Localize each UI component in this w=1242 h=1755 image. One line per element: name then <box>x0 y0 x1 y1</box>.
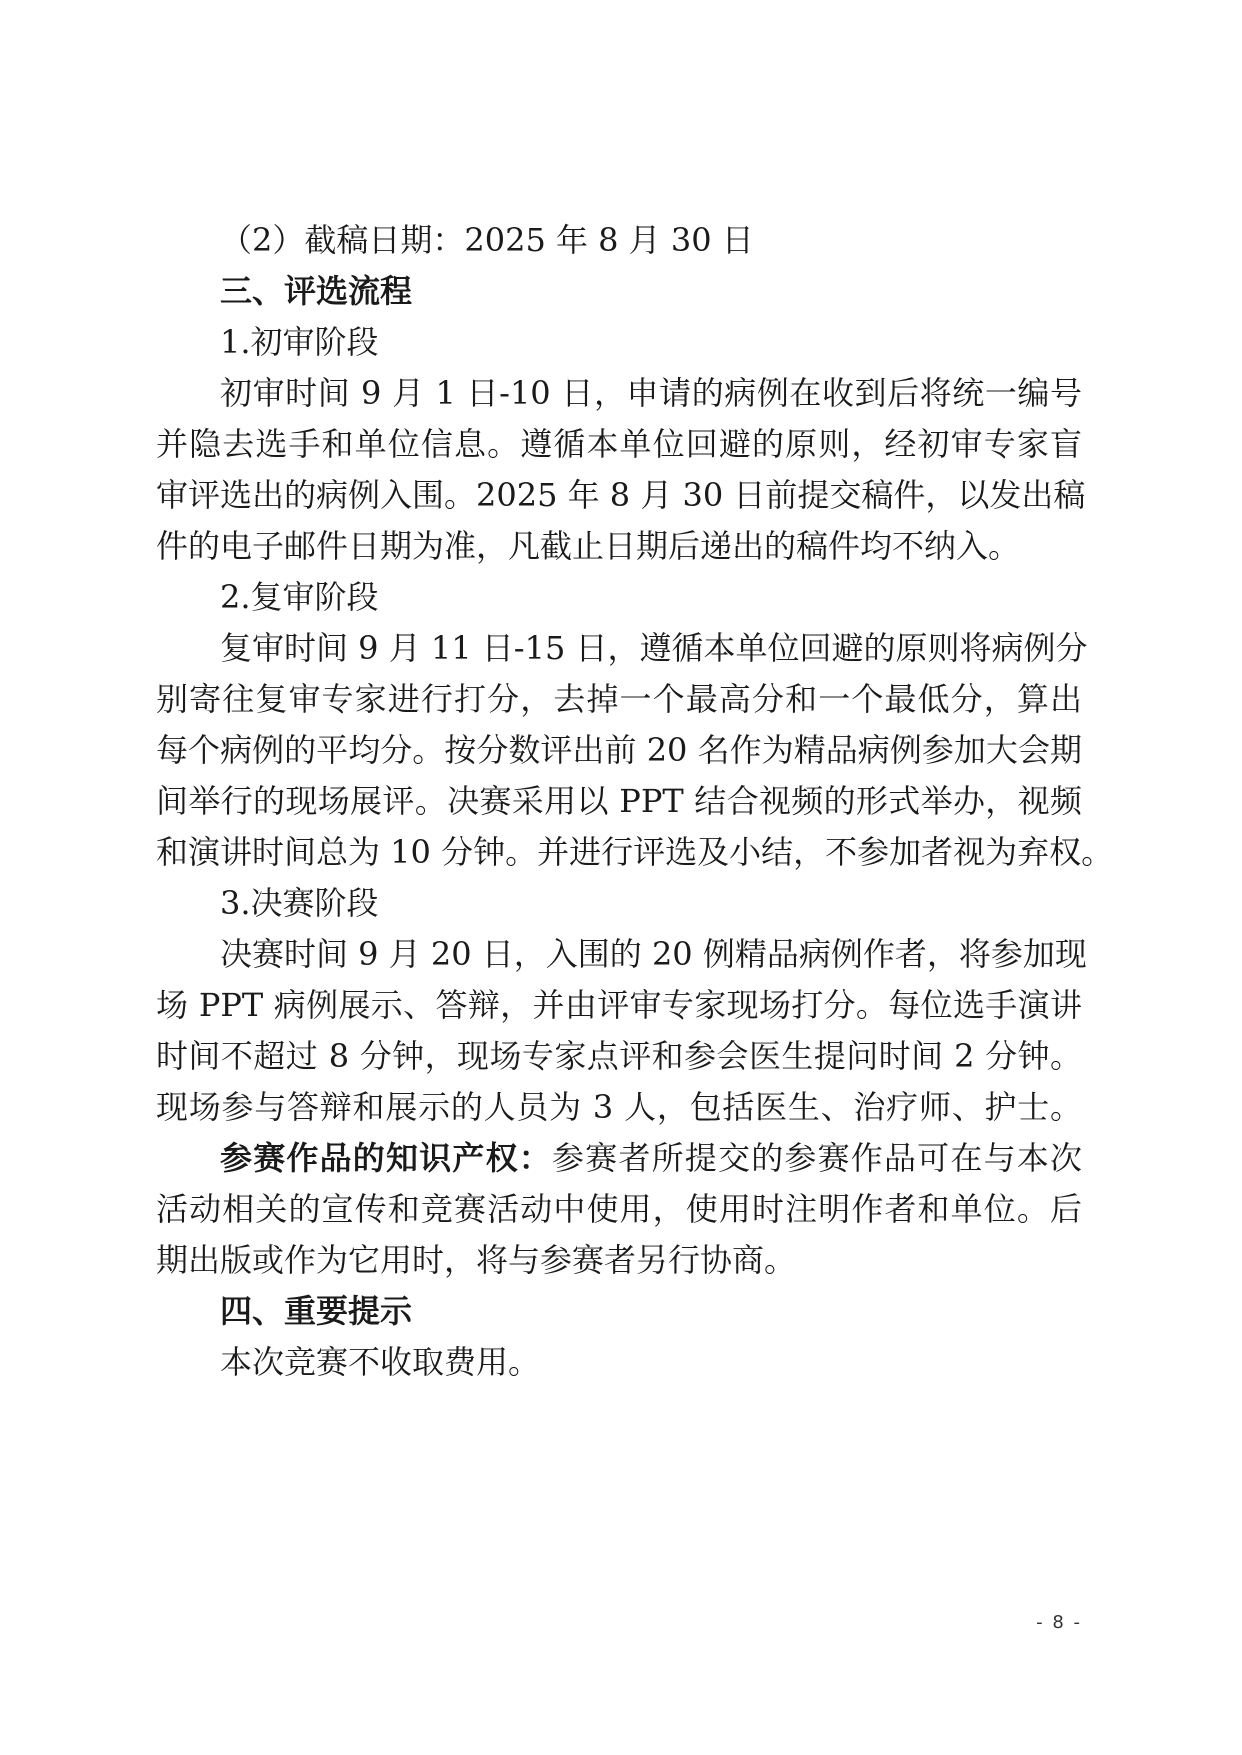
ip-paragraph-first-line <box>156 1133 1082 1184</box>
paragraph-line: 决赛时间 9 月 20 日，入围的 20 例精品病例作者，将参加现 <box>220 935 1087 973</box>
notes-text: 本次竞赛不收取费用。 <box>220 1343 541 1381</box>
ip-text: 参赛者所提交的参赛作品可在与本次 <box>552 1139 1082 1177</box>
paragraph-line: 时间不超过 8 分钟，现场专家点评和参会医生提问时间 2 分钟。 <box>156 1037 1082 1075</box>
paragraph-line: 场 PPT 病例展示、答辩，并由评审专家现场打分。每位选手演讲 <box>156 986 1082 1024</box>
paragraph-line: 别寄往复审专家进行打分，去掉一个最高分和一个最低分，算出 <box>156 680 1082 718</box>
stage-title-review: 2.复审阶段 <box>220 578 379 616</box>
paragraph-line: 活动相关的宣传和竞赛活动中使用，使用时注明作者和单位。后 <box>156 1190 1082 1228</box>
document-body <box>156 215 1114 1388</box>
paragraph-line: 每个病例的平均分。按分数评出前 20 名作为精品病例参加大会期 <box>156 731 1082 769</box>
paragraph-line: 现场参与答辩和展示的人员为 3 人，包括医生、治疗师、护士。 <box>156 1088 1082 1126</box>
paragraph-line: 复审时间 9 月 11 日-15 日，遵循本单位回避的原则将病例分 <box>220 629 1088 667</box>
paragraph-line: 件的电子邮件日期为准，凡截止日期后递出的稿件均不纳入。 <box>156 527 1021 565</box>
deadline-line: （2）截稿日期：2025 年 8 月 30 日 <box>220 221 754 259</box>
paragraph-line: 期出版或作为它用时，将与参赛者另行协商。 <box>156 1241 797 1279</box>
ip-label: 参赛作品的知识产权： <box>220 1139 552 1177</box>
section-title-evaluation-process: 三、评选流程 <box>220 272 413 310</box>
page-number: - 8 - <box>1036 1612 1082 1633</box>
stage-title-final: 3.决赛阶段 <box>220 884 379 922</box>
section-title-important-notes: 四、重要提示 <box>220 1292 413 1330</box>
paragraph-line: 间举行的现场展评。决赛采用以 PPT 结合视频的形式举办，视频 <box>156 782 1082 820</box>
paragraph-line: 并隐去选手和单位信息。遵循本单位回避的原则，经初审专家盲 <box>156 425 1082 463</box>
paragraph-line: 审评选出的病例入围。2025 年 8 月 30 日前提交稿件，以发出稿 <box>156 476 1086 514</box>
stage-title-preliminary: 1.初审阶段 <box>220 323 379 361</box>
paragraph-line: 和演讲时间总为 10 分钟。并进行评选及小结，不参加者视为弃权。 <box>156 833 1114 871</box>
paragraph-line: 初审时间 9 月 1 日-10 日，申请的病例在收到后将统一编号 <box>220 374 1082 412</box>
